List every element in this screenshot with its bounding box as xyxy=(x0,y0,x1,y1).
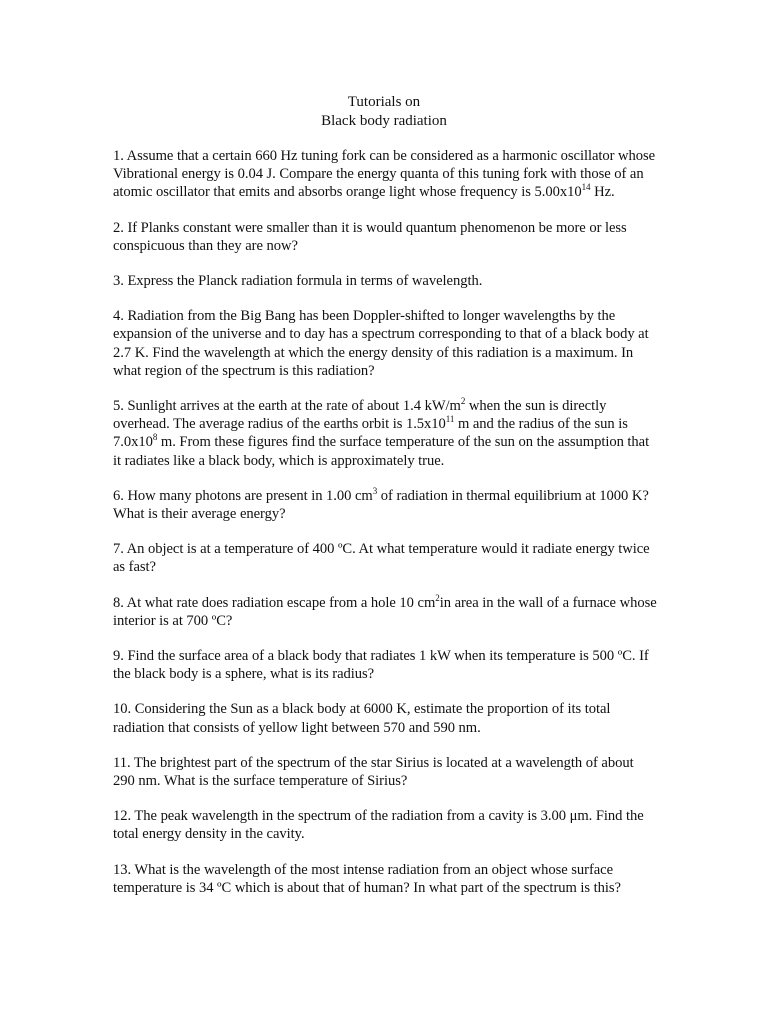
question-8 xyxy=(113,594,658,630)
question-1-exponent: 14 xyxy=(581,182,591,193)
question-1-text-a: 1. Assume that a certain 660 Hz tuning fork can be considered as a harmonic oscillator whose Vibrational energy is 0.04 J. Compare the energy quanta of this tuning fork with those of an atomic oscillator that emits and absorbs orange light whose frequency is 5.00x10 xyxy=(113,148,656,201)
question-5 xyxy=(113,397,658,470)
question-4: 4. Radiation from the Big Bang has been Doppler-shifted to longer wavelengths by the expansion of the universe and to day has a spectrum corresponding to that of a black body at 2.7 K. Find the wavelength at which the energy density of this radiation is a maximum. In what region of the spectrum is this radiation? xyxy=(113,308,649,379)
question-1-text-b: Hz. xyxy=(590,184,615,201)
question-list xyxy=(113,147,658,914)
title-line-1: Tutorials on xyxy=(347,94,421,110)
question-5-exponent-3: 8 xyxy=(152,432,158,443)
question-3: 3. Express the Planck radiation formula in terms of wavelength. xyxy=(113,273,483,290)
question-7: 7. An object is at a temperature of 400 ºC. At what temperature would it radiate energy twice as fast? xyxy=(113,541,650,576)
question-5-exponent-1: 2 xyxy=(460,396,466,407)
question-2: 2. If Planks constant were smaller than it is would quantum phenomenon be more or less conspicuous than they are now? xyxy=(113,219,627,254)
question-9: 9. Find the surface area of a black body that radiates 1 kW when its temperature is 500 ºC. If the black body is a sphere, what is its radius? xyxy=(113,648,649,683)
question-8-text-a: 8. At what rate does radiation escape from a hole 10 cm xyxy=(113,594,436,611)
document-title xyxy=(0,93,768,131)
question-5-text-d: m. From these figures find the surface temperature of the sun on the assumption that it radiates like a black body, which is approximately true. xyxy=(113,434,650,469)
question-6 xyxy=(113,487,658,523)
question-6-text-b: of radiation in thermal equilibrium at 1000 K? What is their average energy? xyxy=(113,487,649,523)
question-11: 11. The brightest part of the spectrum of the star Sirius is located at a wavelength of about 290 nm. What is the surface temperature of Sirius? xyxy=(113,754,634,790)
question-8-exponent: 2 xyxy=(435,592,440,603)
question-6-exponent: 3 xyxy=(372,485,378,496)
question-13: 13. What is the wavelength of the most intense radiation from an object whose surface temperature is 34 ºC which is about that of human? In what part of the spectrum is this? xyxy=(113,861,621,896)
question-5-text-c: m and the radius of the sun is 7.0x10 xyxy=(113,416,628,451)
question-5-exponent-2: 11 xyxy=(445,414,455,425)
question-10: 10. Considering the Sun as a black body at 6000 K, estimate the proportion of its total radiation that consists of yellow light between 570 and 590 nm. xyxy=(113,701,611,736)
question-1 xyxy=(113,147,658,202)
question-5-text-b: when the sun is directly overhead. The average radius of the earths orbit is 1.5x10 xyxy=(113,398,607,433)
question-5-text-a: 5. Sunlight arrives at the earth at the rate of about 1.4 kW/m xyxy=(113,398,461,415)
question-12: 12. The peak wavelength in the spectrum of the radiation from a cavity is 3.00 μm. Find the total energy density in the cavity. xyxy=(113,808,644,843)
question-6-text-a: 6. How many photons are present in 1.00 cm xyxy=(113,487,373,504)
question-8-text-b: in area in the wall of a furnace whose interior is at 700 ºC? xyxy=(113,594,657,629)
title-line-2: Black body radiation xyxy=(321,113,447,129)
